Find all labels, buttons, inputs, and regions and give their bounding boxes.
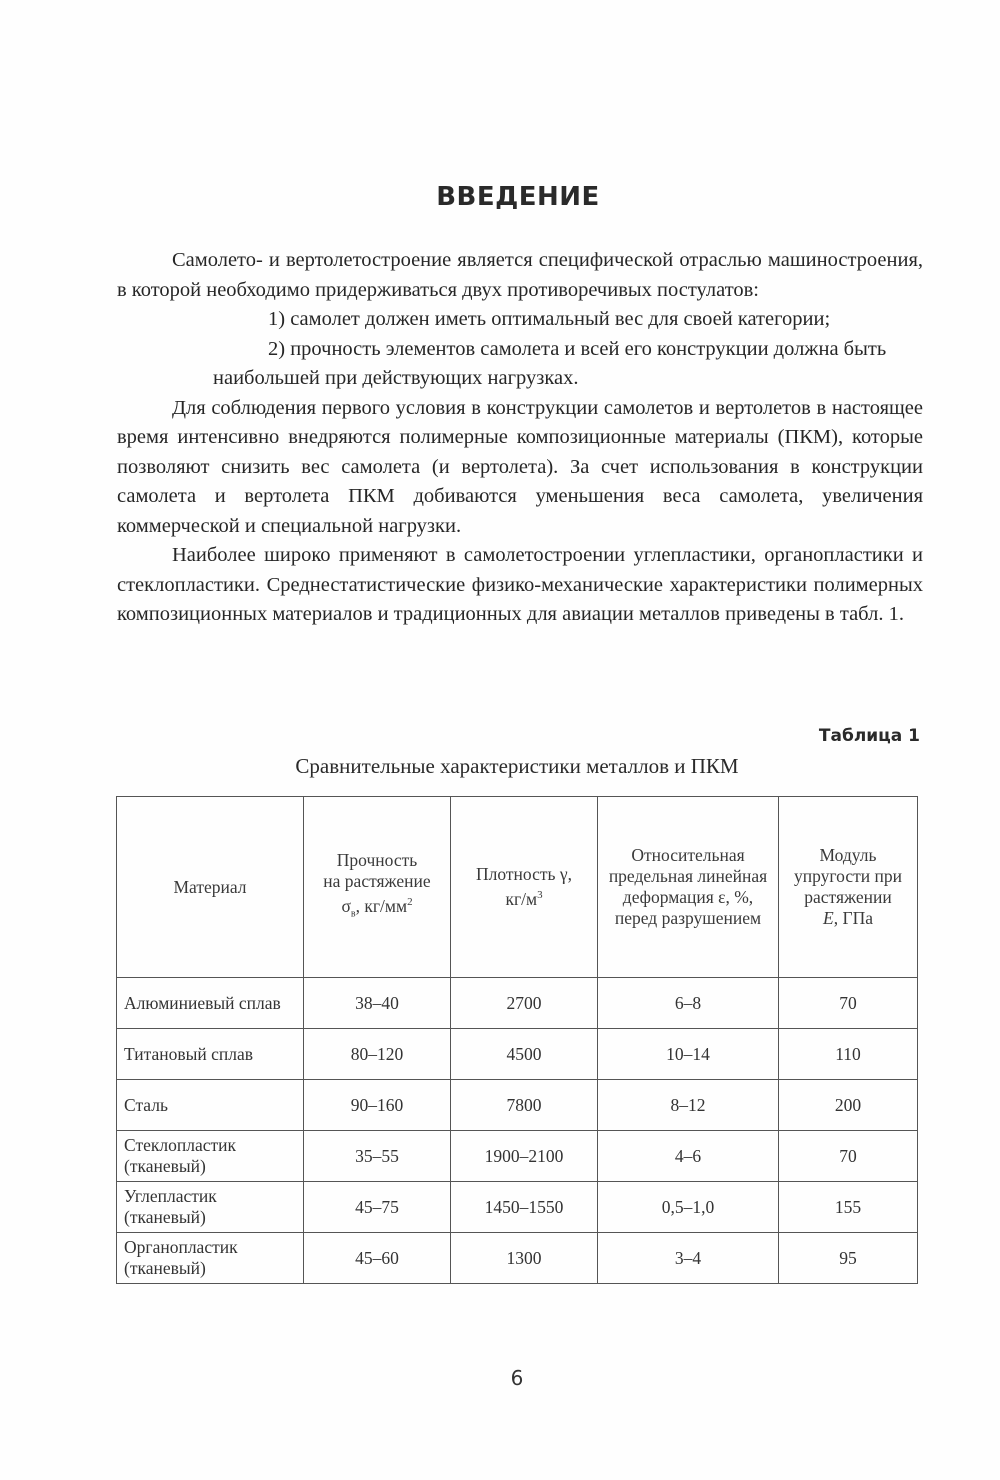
page-title: ВВЕДЕНИЕ — [436, 182, 600, 212]
cell-strength: 38–40 — [304, 978, 451, 1029]
cell-deformation: 3–4 — [598, 1233, 779, 1284]
header-strength-subscript: в — [350, 908, 356, 920]
header-density-unit: кг/м — [505, 888, 538, 909]
cell-density: 1300 — [451, 1233, 598, 1284]
table-row — [117, 1233, 918, 1284]
paragraph-composites: Для соблюдения первого условия в конструкции самолетов и вертолетов в настоящее время интенсивно внедряются полимерные композиционные материалы (ПКМ), которые позволяют снизить вес самолета (и вертолета). За счет использования в конструкции самолета и вертолета ПКМ добиваются уменьшения веса самолета, увеличения коммерческой и специальной нагрузки. — [117, 396, 923, 537]
cell-material: Титановый сплав — [117, 1029, 304, 1080]
paragraph-materials: Наиболее широко применяют в самолетостроении углепластики, органопластики и стеклопластики. Среднестатистические физико-механические характеристики полимерных композиционных материалов и традиционных для авиации металлов приведены в табл. 1. — [117, 544, 923, 625]
cell-modulus: 70 — [779, 978, 918, 1029]
cell-modulus: 110 — [779, 1029, 918, 1080]
comparison-table — [116, 796, 918, 1284]
header-density — [451, 797, 598, 978]
cell-modulus: 95 — [779, 1233, 918, 1284]
cell-density: 1450–1550 — [451, 1182, 598, 1233]
header-modulus-symbol: E — [823, 908, 834, 928]
header-modulus — [779, 797, 918, 978]
table-row — [117, 1080, 918, 1131]
header-modulus-unit: , ГПа — [833, 908, 873, 928]
header-deformation: Относительная предельная линейная деформация ε, %, перед разрушением — [598, 797, 779, 978]
header-strength-line1: Прочность — [336, 849, 418, 870]
cell-strength: 45–60 — [304, 1233, 451, 1284]
cell-density: 1900–2100 — [451, 1131, 598, 1182]
header-density-superscript: 3 — [537, 889, 543, 902]
table-caption: Сравнительные характеристики металлов и ПКМ — [295, 754, 739, 778]
cell-deformation: 4–6 — [598, 1131, 779, 1182]
cell-material: Стеклопластик (тканевый) — [117, 1131, 304, 1182]
header-strength — [304, 797, 451, 978]
header-strength-line2: на растяжение — [323, 870, 431, 891]
body-text — [117, 246, 923, 630]
table-row — [117, 1131, 918, 1182]
table-header-row — [117, 797, 918, 978]
cell-deformation: 8–12 — [598, 1080, 779, 1131]
header-strength-symbol: σ — [341, 895, 351, 916]
table-row — [117, 1182, 918, 1233]
table-row — [117, 1029, 918, 1080]
header-strength-unit: , кг/мм — [355, 895, 408, 916]
cell-density: 7800 — [451, 1080, 598, 1131]
cell-density: 4500 — [451, 1029, 598, 1080]
cell-material: Алюминиевый сплав — [117, 978, 304, 1029]
list-item-1: 1) самолет должен иметь оптимальный вес для своей категории; — [268, 308, 831, 330]
cell-strength: 35–55 — [304, 1131, 451, 1182]
cell-density: 2700 — [451, 978, 598, 1029]
paragraph-intro: Самолето- и вертолетостроение является специфической отраслью машиностроения, в которой необходимо придерживаться двух противоречивых постулатов: — [117, 249, 923, 301]
page-number: 6 — [510, 1366, 524, 1390]
cell-strength: 90–160 — [304, 1080, 451, 1131]
cell-deformation: 0,5–1,0 — [598, 1182, 779, 1233]
cell-deformation: 6–8 — [598, 978, 779, 1029]
table-label: Таблица 1 — [818, 726, 920, 746]
header-density-label: Плотность γ, — [476, 864, 572, 885]
cell-modulus: 70 — [779, 1131, 918, 1182]
header-material: Материал — [117, 797, 304, 978]
list-item-2: 2) прочность элементов самолета и всей его конструкции должна быть наибольшей при действующих нагрузках. — [213, 337, 887, 389]
header-modulus-text: Модуль упругости при растяжении — [794, 845, 902, 907]
cell-modulus: 200 — [779, 1080, 918, 1131]
table-row — [117, 978, 918, 1029]
cell-modulus: 155 — [779, 1182, 918, 1233]
cell-strength: 45–75 — [304, 1182, 451, 1233]
cell-deformation: 10–14 — [598, 1029, 779, 1080]
header-strength-superscript: 2 — [407, 895, 413, 908]
cell-material: Сталь — [117, 1080, 304, 1131]
cell-strength: 80–120 — [304, 1029, 451, 1080]
cell-material: Органопластик (тканевый) — [117, 1233, 304, 1284]
cell-material: Углепластик (тканевый) — [117, 1182, 304, 1233]
